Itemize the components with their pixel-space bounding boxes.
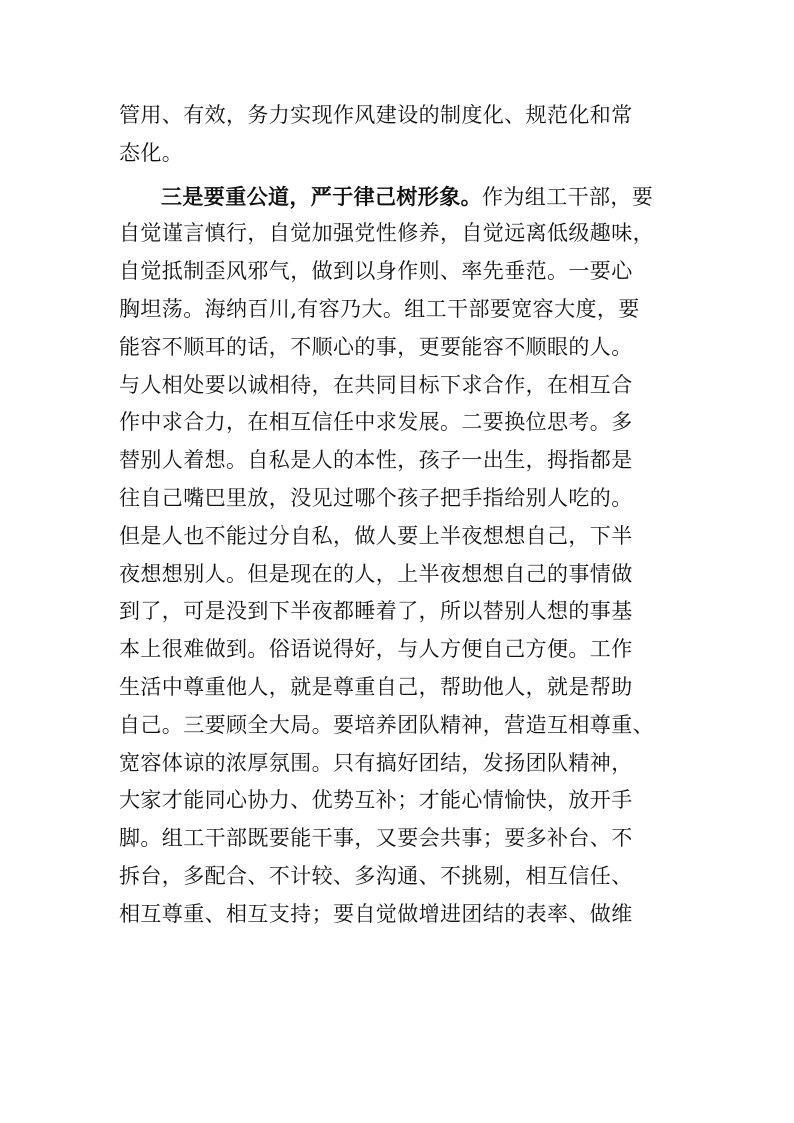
text-line: 往自己嘴巴里放，没见过哪个孩子把手指给别人吃的。: [119, 485, 633, 510]
text-line: 能容不顺耳的话，不顺心的事，更要能容不顺眼的人。: [119, 334, 633, 359]
text-line: 宽容体谅的浓厚氛围。只有搞好团结，发扬团队精神，: [119, 750, 633, 775]
text-line: 但是人也不能过分自私，做人要上半夜想想自己，下半: [119, 523, 633, 548]
text-line: 作中求合力，在相互信任中求发展。二要换位思考。多: [119, 410, 633, 435]
text-line: 拆台，多配合、不计较、多沟通、不挑剔，相互信任、: [119, 863, 633, 888]
text-line: 态化。: [119, 140, 184, 165]
text-line: 与人相处要以诚相待，在共同目标下求合作，在相互合: [119, 372, 633, 397]
text-line: 替别人着想。自私是人的本性，孩子一出生，拇指都是: [119, 448, 633, 473]
text-line: [119, 178, 679, 216]
paragraph-heading: 三是要重公道，严于律己树形象。: [161, 183, 482, 209]
text-line: 相互尊重、相互支持；要自觉做增进团结的表率、做维: [119, 901, 633, 926]
text-line: 胸坦荡。海纳百川,有容乃大。组工干部要宽容大度，要: [119, 296, 640, 321]
text-line: 自觉谨言慎行，自觉加强党性修养，自觉远离低级趣味，: [119, 221, 654, 246]
document-body: [119, 97, 679, 934]
text-line: 管用、有效，务力实现作风建设的制度化、规范化和常: [119, 103, 633, 127]
text-line: 脚。组工干部既要能干事，又要会共事；要多补台、不: [119, 826, 633, 851]
text-line: 到了，可是没到下半夜都睡着了，所以替别人想的事基: [119, 599, 633, 624]
text-fragment: 作为组工干部，要: [482, 184, 654, 209]
text-line: 大家才能同心协力、优势互补；才能心情愉快，放开手: [119, 788, 633, 813]
text-line: 本上很难做到。俗语说得好，与人方便自己方便。工作: [119, 637, 633, 662]
text-line: 自己。三要顾全大局。要培养团队精神，营造互相尊重、: [119, 712, 654, 737]
text-line: 自觉抵制歪风邪气，做到以身作则、率先垂范。一要心: [119, 259, 633, 284]
text-line: 生活中尊重他人，就是尊重自己，帮助他人，就是帮助: [119, 674, 633, 699]
paragraph-2: [119, 178, 679, 934]
paragraph-1: [119, 97, 679, 173]
text-line: 夜想想别人。但是现在的人，上半夜想想自己的事情做: [119, 561, 633, 586]
